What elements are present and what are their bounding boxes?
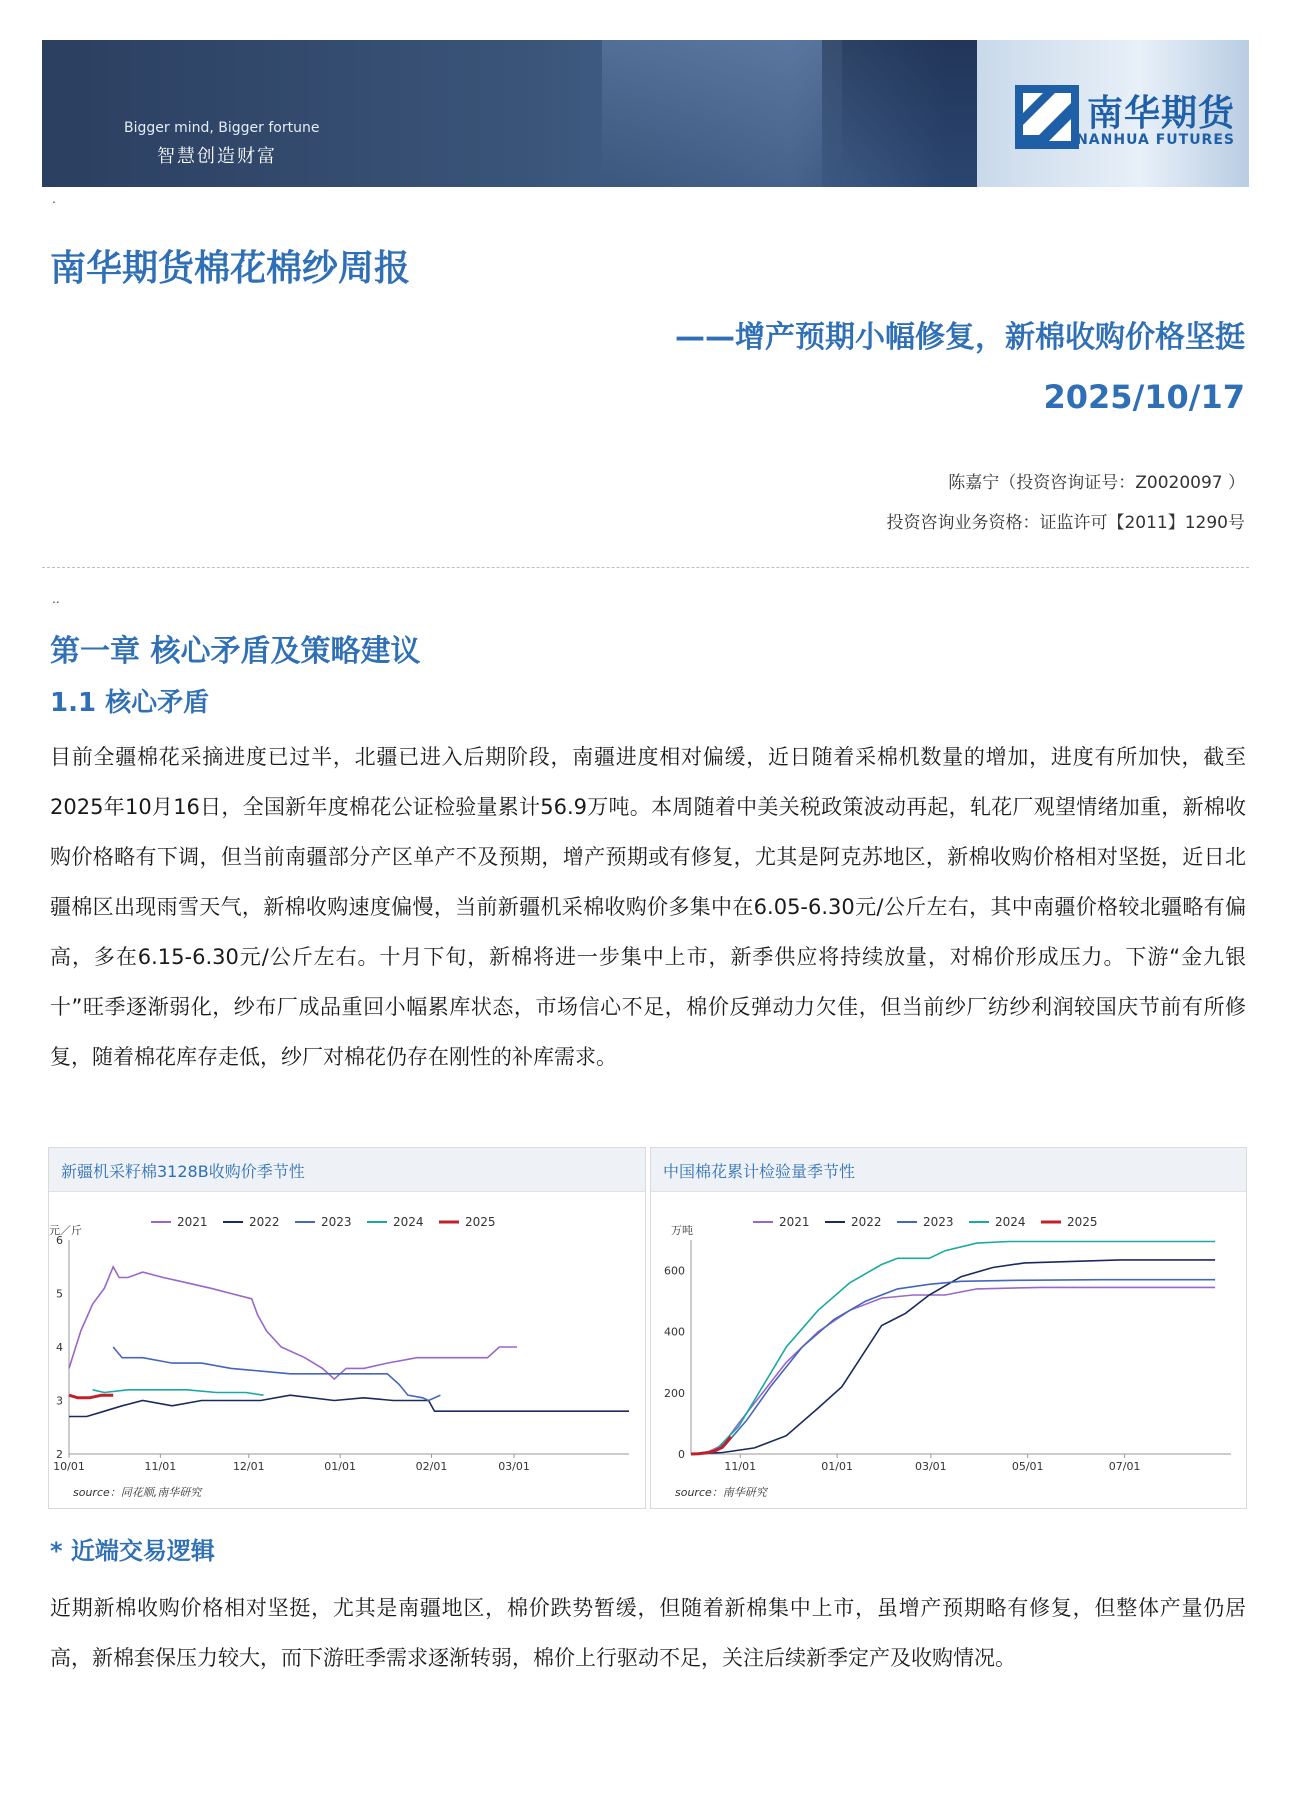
legend-label-2021: 2021 <box>779 1215 810 1229</box>
y-tick-label: 6 <box>56 1234 63 1247</box>
y-axis-label: 元／斤 <box>49 1224 82 1237</box>
legend-label-2023: 2023 <box>321 1215 352 1229</box>
legend-label-2023: 2023 <box>923 1215 954 1229</box>
series-line-2021 <box>691 1287 1215 1454</box>
legend-label-2022: 2022 <box>249 1215 280 1229</box>
nanhua-logo-icon <box>1015 85 1079 149</box>
logo-text-en: NANHUA FUTURES <box>1076 132 1235 148</box>
series-line-2021 <box>69 1267 517 1379</box>
series-line-2023 <box>691 1280 1215 1454</box>
x-tick-label: 07/01 <box>1108 1460 1141 1473</box>
x-tick-label: 02/01 <box>415 1460 448 1473</box>
x-tick-label: 10/01 <box>53 1460 85 1473</box>
series-line-2022 <box>691 1260 1215 1454</box>
x-tick-label: 03/01 <box>498 1460 530 1473</box>
series-line-2025 <box>691 1437 731 1454</box>
x-tick-label: 11/01 <box>724 1460 757 1473</box>
logic-title: * 近端交易逻辑 <box>50 1537 215 1565</box>
qualification-line: 投资咨询业务资格：证监许可【2011】1290号 <box>886 513 1245 533</box>
chart-source: source：南华研究 <box>675 1486 767 1499</box>
report-subtitle: ——增产预期小幅修复，新棉收购价格坚挺 <box>675 320 1245 355</box>
divider <box>42 567 1249 568</box>
chapter-title: 第一章 核心矛盾及策略建议 <box>50 634 421 669</box>
header-banner <box>42 40 1249 187</box>
legend-label-2022: 2022 <box>851 1215 882 1229</box>
report-title: 南华期货棉花棉纱周报 <box>50 248 411 289</box>
legend-label-2025: 2025 <box>1067 1215 1098 1229</box>
x-tick-label: 12/01 <box>232 1460 265 1473</box>
legend-label-2021: 2021 <box>177 1215 208 1229</box>
legend-label-2024: 2024 <box>393 1215 424 1229</box>
series-line-2022 <box>69 1395 629 1416</box>
x-tick-label: 03/01 <box>914 1460 947 1473</box>
banner-facet <box>602 40 842 187</box>
marker-dot: .. <box>52 592 60 606</box>
legend-label-2024: 2024 <box>995 1215 1026 1229</box>
series-line-2023 <box>113 1347 440 1401</box>
series-line-2024 <box>691 1242 1215 1455</box>
chart-source: source：同花顺,南华研究 <box>73 1486 202 1499</box>
x-tick-label: 05/01 <box>1011 1460 1044 1473</box>
chart-purchase-price <box>49 1192 645 1508</box>
slogan-cn: 智慧创造财富 <box>157 146 277 167</box>
logo-text-cn: 南华期货 <box>1086 93 1235 134</box>
y-axis-label: 万吨 <box>671 1224 693 1237</box>
chart-panel-purchase-price <box>48 1147 646 1509</box>
slogan-en: Bigger mind, Bigger fortune <box>124 120 320 136</box>
chart-panel-inspection-volume <box>650 1147 1247 1509</box>
core-paragraph: 目前全疆棉花采摘进度已过半，北疆已进入后期阶段，南疆进度相对偏缓，近日随着采棉机数量的增加，进度有所加快，截至2025年10月16日，全国新年度棉花公证检验量累计56.9万吨。本周随着中美关税政策波动再起，轧花厂观望情绪加重，新棉收购价格略有下调，但当前南疆部分产区单产不及预期，增产预期或有修复，尤其是阿克苏地区，新棉收购价格相对坚挺，近日北疆棉区出现雨雪天气，新棉收购速度偏慢，当前新疆机采棉收购价多集中在6.05-6.30元/公斤左右，其中南疆价格较北疆略有偏高，多在6.15-6.30元/公斤左右。十月下旬，新棉将进一步集中上市，新季供应将持续放量，对棉价形成压力。下游“金九银十”旺季逐渐弱化，纱布厂成品重回小幅累库状态，市场信心不足，棉价反弹动力欠佳，但当前纱厂纺纱利润较国庆节前有所修复，随着棉花库存走低，纱厂对棉花仍存在刚性的补库需求。 <box>50 745 1246 1069</box>
section-title: 1.1 核心矛盾 <box>50 688 210 718</box>
x-tick-label: 01/01 <box>324 1460 357 1473</box>
y-tick-label: 3 <box>56 1394 63 1408</box>
series-line-2024 <box>93 1390 264 1395</box>
marker-dot: . <box>52 192 56 206</box>
x-tick-label: 11/01 <box>144 1460 177 1473</box>
author-line: 陈嘉宁（投资咨询证号：Z0020097 ） <box>948 473 1245 493</box>
logic-paragraph: 近期新棉收购价格相对坚挺，尤其是南疆地区，棉价跌势暂缓，但随着新棉集中上市，虽增产预期略有修复，但整体产量仍居高，新棉套保压力较大，而下游旺季需求逐渐转弱，棉价上行驱动不足，关注后续新季定产及收购情况。 <box>50 1596 1246 1670</box>
report-date: 2025/10/17 <box>1043 378 1245 416</box>
legend-label-2025: 2025 <box>465 1215 496 1229</box>
y-tick-label: 200 <box>664 1386 685 1400</box>
y-tick-label: 5 <box>56 1287 63 1301</box>
chart-title: 中国棉花累计检验量季节性 <box>651 1148 1246 1192</box>
chart-inspection-volume <box>651 1192 1246 1508</box>
y-tick-label: 2 <box>56 1448 63 1461</box>
chart-title: 新疆机采籽棉3128B收购价季节性 <box>49 1148 645 1192</box>
y-tick-label: 0 <box>678 1448 685 1461</box>
series-line-2025 <box>69 1395 113 1398</box>
y-tick-label: 400 <box>664 1325 685 1339</box>
x-tick-label: 01/01 <box>821 1460 853 1473</box>
y-tick-label: 4 <box>56 1341 63 1354</box>
y-tick-label: 600 <box>664 1264 685 1278</box>
